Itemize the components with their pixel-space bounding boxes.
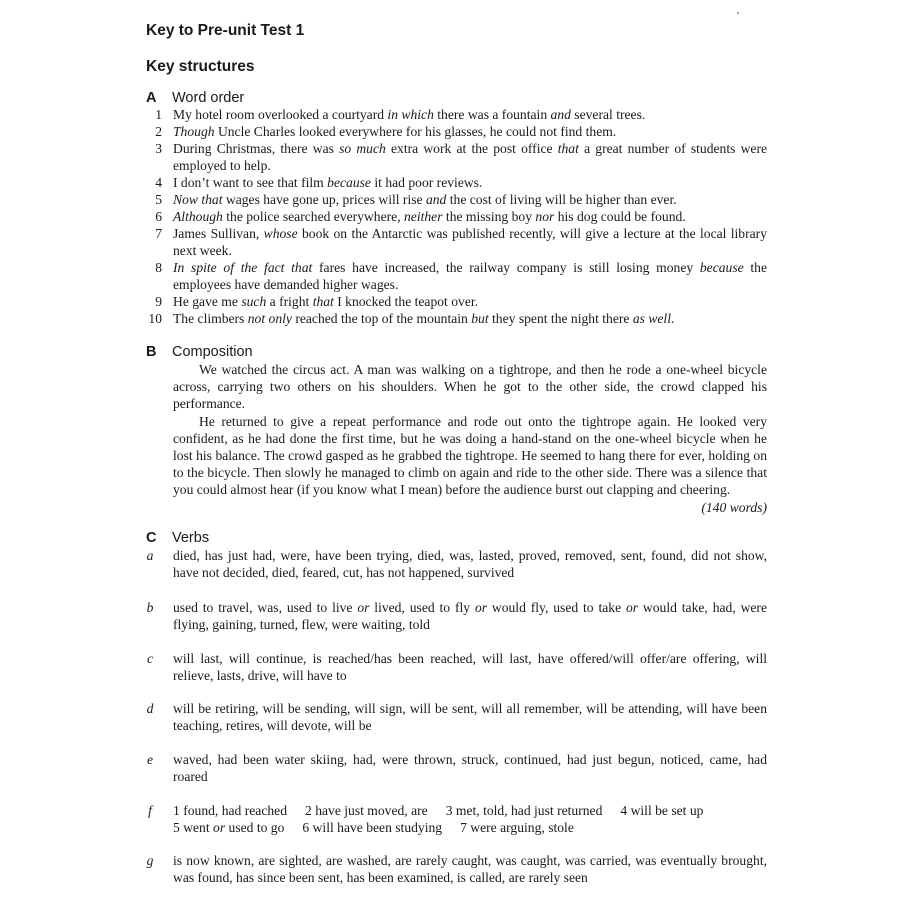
- section-letter: B: [146, 344, 157, 360]
- list-item: [142, 192, 767, 209]
- item-letter: d: [146, 701, 154, 716]
- item-text: Though Uncle Charles looked everywhere for his glasses, he could not find them.: [173, 124, 617, 139]
- item-text: used to travel, was, used to live or lived, used to fly or would fly, used to take or would take, had, were flying, gaining, turned, flew, were waiting, told: [173, 600, 767, 632]
- list-item: [142, 107, 767, 124]
- item-text: Although the police searched everywhere, neither the missing boy nor his dog could be found.: [173, 209, 686, 224]
- item-letter: f: [148, 803, 152, 818]
- composition-text: [173, 361, 767, 516]
- item-number: 7: [155, 226, 162, 241]
- verb-item-b: [142, 599, 767, 633]
- item-number: 1: [155, 107, 162, 122]
- list-item: [142, 294, 767, 311]
- item-text: The climbers not only reached the top of the mountain but they spent the night there as well.: [173, 311, 675, 326]
- section-letter: A: [146, 90, 157, 106]
- item-text: will last, will continue, is reached/has been reached, will last, have offered/will offer/are offering, will relieve, lasts, drive, will have to: [173, 651, 767, 683]
- item-letter: a: [146, 548, 154, 563]
- item-letter: g: [146, 853, 154, 868]
- item-text: died, has just had, were, have been trying, died, was, lasted, proved, removed, sent, found, did not show, have not decided, died, feared, cut, has not happened, survived: [173, 548, 767, 580]
- item-number: 8: [155, 260, 162, 275]
- item-number: 5: [155, 192, 162, 207]
- item-text: In spite of the fact that fares have increased, the railway company is still losing money because the employees have demanded higher wages.: [173, 260, 767, 292]
- page-subtitle: Key structures: [146, 58, 255, 75]
- list-item: [142, 124, 767, 141]
- item-text: will be retiring, will be sending, will sign, will be sent, will all remember, will be attending, will have been teaching, retires, will devote, will be: [173, 701, 767, 733]
- word-count: (140 words): [701, 499, 767, 515]
- item-text: is now known, are sighted, are washed, are rarely caught, was caught, was carried, was eventually brought, was found, has since been sent, has been examined, is called, are rarely seen: [173, 853, 767, 885]
- composition-paragraph-1: We watched the circus act. A man was walking on a tightrope, and then he rode a one-wheel bicycle across, carrying two others on his shoulders. When he got to the other side, the crowd clapped his performance.: [173, 362, 767, 412]
- item-text-line-2: [173, 819, 767, 836]
- answer-group: 7 were arguing, stole: [460, 820, 574, 835]
- section-letter: C: [146, 530, 157, 546]
- paragraph-text: He returned to give a repeat performance and rode out onto the tightrope again. He looked very confident, as he had done the first time, but he was doing a hand-stand on the one-wheel bicycle when he lost his balance. The crowd gasped as he grabbed the tightrope. He seemed to hang there for ever, holding on to the bicycle. Then slowly he managed to climb on again and ride to the other side. There was a silence that you could almost hear (if you know what I mean) before the audience burst out clapping and cheering.: [173, 413, 767, 498]
- item-number: 2: [155, 124, 162, 139]
- page-speck: [737, 12, 739, 14]
- answer-group: 5 went or used to go: [173, 820, 285, 835]
- item-text: I don’t want to see that film because it had poor reviews.: [173, 175, 483, 190]
- verb-item-f: [142, 802, 767, 836]
- section-c-heading: [146, 530, 209, 546]
- page-title: Key to Pre-unit Test 1: [146, 22, 305, 39]
- answer-group: 6 will have been studying: [302, 820, 443, 835]
- item-text: Now that wages have gone up, prices will rise and the cost of living will be higher than ever.: [173, 192, 677, 207]
- item-number: 10: [148, 311, 162, 326]
- verb-item-e: [142, 751, 767, 785]
- verb-item-c: [142, 650, 767, 684]
- list-item: [142, 226, 767, 259]
- item-text: My hotel room overlooked a courtyard in which there was a fountain and several trees.: [173, 107, 646, 122]
- item-text: James Sullivan, whose book on the Antarctic was published recently, will give a lecture at the local library next week.: [173, 226, 767, 258]
- answer-group: 2 have just moved, are: [305, 803, 428, 818]
- verb-item-a: [142, 547, 767, 581]
- list-item: [142, 175, 767, 192]
- list-item: [142, 311, 767, 328]
- section-title: Composition: [172, 344, 253, 360]
- item-letter: b: [146, 600, 154, 615]
- item-text: He gave me such a fright that I knocked the teapot over.: [173, 294, 479, 309]
- list-item: [142, 209, 767, 226]
- item-number: 3: [155, 141, 162, 156]
- verb-item-d: [142, 700, 767, 734]
- answer-group: 1 found, had reached: [173, 803, 287, 818]
- verb-item-g: [142, 852, 767, 886]
- item-number: 9: [155, 294, 162, 309]
- item-letter: c: [146, 651, 154, 666]
- item-letter: e: [146, 752, 154, 767]
- section-b-heading: [146, 344, 253, 360]
- section-a-heading: [146, 90, 244, 106]
- item-number: 4: [155, 175, 162, 190]
- composition-paragraph-2: [173, 413, 767, 515]
- answer-group: 4 will be set up: [620, 803, 704, 818]
- item-text: During Christmas, there was so much extra work at the post office that a great number of students were employed to help.: [173, 141, 768, 173]
- list-item: [142, 141, 767, 174]
- section-title: Word order: [172, 90, 245, 106]
- item-text: waved, had been water skiing, had, were thrown, struck, continued, had just begun, noticed, came, had roared: [173, 752, 767, 784]
- item-number: 6: [155, 209, 162, 224]
- item-text-line-1: [173, 802, 767, 819]
- answer-group: 3 met, told, had just returned: [445, 803, 603, 818]
- list-item: [142, 260, 767, 293]
- section-title: Verbs: [172, 530, 210, 546]
